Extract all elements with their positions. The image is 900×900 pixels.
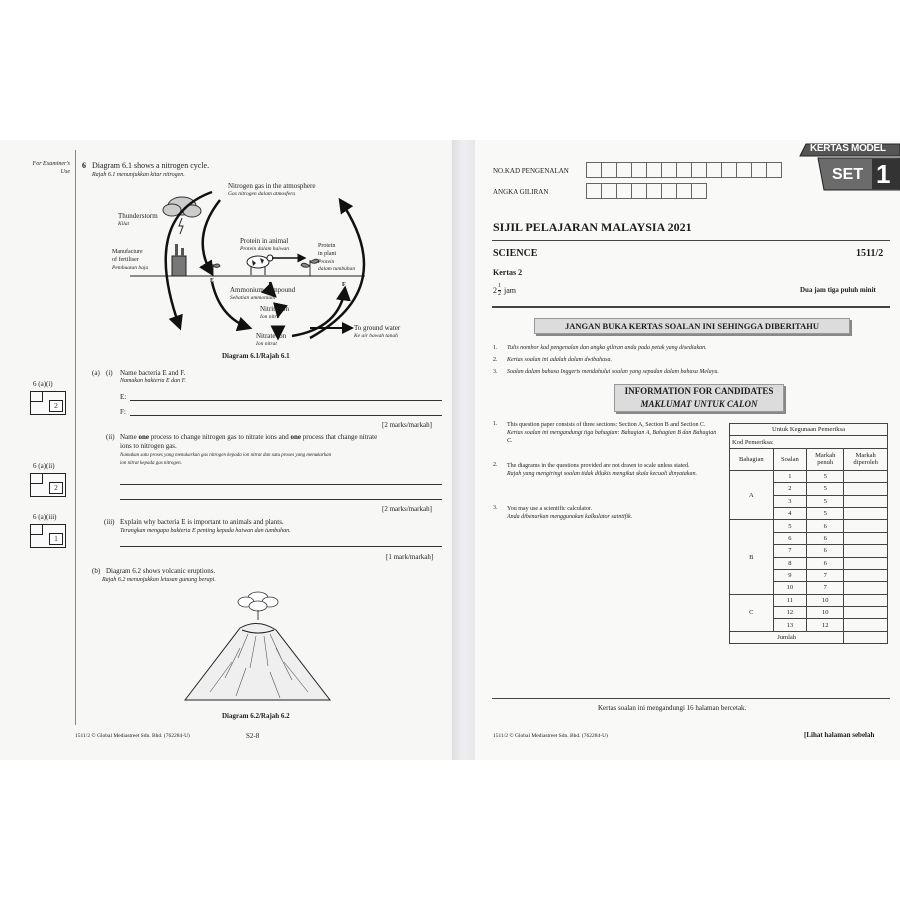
- nitrite-label: Nitrite ion: [260, 305, 289, 313]
- q-a-iii-label: (iii): [104, 518, 115, 526]
- candidate-number-boxes[interactable]: [586, 183, 706, 199]
- q-b-label: (b): [92, 567, 101, 575]
- cow-icon: [247, 255, 273, 275]
- q-b-text-ms: Rajah 6.2 menunjukkan letusan gunung berapi.: [102, 577, 216, 583]
- thunderstorm-label: Thunderstorm: [118, 212, 158, 220]
- q-a-ii-text-ms-2: ion nitrat kepada gas nitrogen.: [120, 461, 182, 466]
- info-text: The diagrams in the questions provided are not drawn to scale unless stated. Rajah yang mengiringi soalan tidak dilukis mengikut skala kecuali dinyatakan.: [507, 463, 697, 477]
- table-cell: 10: [807, 594, 844, 606]
- mark-box-6ai[interactable]: 2: [30, 391, 66, 415]
- exam-title: SIJIL PELAJARAN MALAYSIA 2021: [493, 220, 692, 234]
- ground-water-label: To ground water: [354, 324, 401, 332]
- candidate-info-banner: [614, 384, 784, 412]
- q-a-label: (a): [92, 369, 100, 377]
- nitrate-label-ms: Ion nitrat: [256, 341, 277, 347]
- candidate-info-title-ms: MAKLUMAT UNTUK CALON: [640, 399, 758, 409]
- protein-plant-label-2: in plant: [318, 251, 337, 257]
- question-number: 6: [82, 161, 86, 170]
- total-score-cell[interactable]: [844, 631, 888, 643]
- answer-a-iii-line[interactable]: [120, 546, 442, 547]
- answer-e-label: E:: [120, 393, 127, 401]
- side-label-6aii: 6 (a)(ii): [33, 462, 55, 470]
- pages-note: Kertas soalan ini mengandungi 16 halaman bercetak.: [598, 704, 747, 712]
- examiner-table: [729, 423, 888, 644]
- diagram-6-2-caption: Diagram 6.2/Rajah 6.2: [222, 712, 290, 720]
- protein-animal-label-ms: Protein dalam haiwan: [240, 246, 289, 252]
- instruction-text: Soalan dalam bahasa Inggeris mendahului soalan yang sepadan dalam bahasa Melayu.: [507, 369, 719, 375]
- plant-icon: [301, 259, 319, 276]
- q-a-iii-text-ms: Terangkan mengapa bakteria E penting kepada haiwan dan tumbuhan.: [120, 528, 291, 534]
- score-cell[interactable]: [844, 470, 888, 482]
- table-header: Bahagian: [730, 448, 774, 470]
- info-number: 2.: [493, 462, 498, 468]
- digit-box[interactable]: [646, 183, 662, 199]
- table-cell: 9: [773, 569, 807, 581]
- section-cell: B: [730, 520, 774, 594]
- score-cell[interactable]: [844, 507, 888, 519]
- score-cell[interactable]: [844, 569, 888, 581]
- total-label: Jumlah: [730, 631, 844, 643]
- protein-plant-label-1: Protein: [318, 243, 336, 249]
- footer-left-publisher: 1511/2 © Global Mediastreet Sdn. Bhd. (762284-U): [75, 733, 190, 739]
- instruction-number: 1.: [493, 345, 498, 351]
- table-cell: 4: [773, 507, 807, 519]
- thunderstorm-label-ms: Kilat: [118, 221, 130, 227]
- nitrogen-gas-label: Nitrogen gas in the atmosphere: [228, 182, 316, 190]
- info-number: 1.: [493, 421, 498, 427]
- digit-box[interactable]: [691, 162, 707, 178]
- table-cell: 2: [773, 483, 807, 495]
- table-cell: 6: [807, 532, 844, 544]
- table-cell: 5: [807, 483, 844, 495]
- table-cell: 11: [773, 594, 807, 606]
- table-examiner-code: Kod Pemeriksa:: [730, 436, 888, 448]
- q-a-ii-text-2: ions to nitrogen gas.: [120, 442, 177, 450]
- digit-box[interactable]: [601, 183, 617, 199]
- score-cell[interactable]: [844, 557, 888, 569]
- info-text: You may use a scientific calculator. Anda dibenarkan menggunakan kalkulator saintifik.: [507, 506, 633, 520]
- protein-animal-label: Protein in animal: [240, 237, 289, 245]
- section-cell: C: [730, 594, 774, 631]
- nitrite-label-ms: Ion nitrit: [260, 314, 280, 320]
- examiner-use-label: For Examiner's Use: [32, 161, 70, 175]
- score-cell[interactable]: [844, 607, 888, 619]
- table-cell: 7: [807, 582, 844, 594]
- do-not-open-banner: JANGAN BUKA KERTAS SOALAN INI SEHINGGA DIBERITAHU: [534, 318, 850, 334]
- bacteria-e-label: E: [210, 278, 215, 284]
- paper-code: 1511/2: [856, 248, 884, 259]
- score-cell[interactable]: [844, 532, 888, 544]
- digit-box[interactable]: [586, 183, 602, 199]
- ammonium-label-ms: Sebatian ammonium: [230, 295, 276, 301]
- q-a-i-text-ms: Namakan bakteria E dan F.: [120, 378, 187, 384]
- answer-f-label: F:: [120, 408, 126, 416]
- table-cell: 6: [807, 545, 844, 557]
- mark-box-6aii[interactable]: 2: [30, 473, 66, 497]
- table-cell: 5: [807, 495, 844, 507]
- digit-box[interactable]: [616, 183, 632, 199]
- score-cell[interactable]: [844, 582, 888, 594]
- side-label-6aiii: 6 (a)(iii): [33, 513, 57, 521]
- answer-e-line[interactable]: [130, 400, 442, 401]
- paper-number: Kertas 2: [493, 268, 523, 277]
- badge-top-text: KERTAS MODEL: [810, 143, 886, 154]
- badge-set-text: SET: [832, 166, 864, 183]
- table-header: Soalan: [773, 448, 807, 470]
- q-a-i-label: (i): [106, 369, 113, 377]
- footer-left-publisher: 1511/2 © Global Mediastreet Sdn. Bhd. (762284-U): [493, 733, 608, 739]
- digit-box[interactable]: [676, 162, 692, 178]
- fertiliser-label-2: of fertiliser: [112, 257, 139, 263]
- table-cell: 6: [773, 532, 807, 544]
- table-cell: 10: [773, 582, 807, 594]
- q-a-ii-text-ms-1: Namakan satu proses yang menukarkan gas nitrogen kepada ion nitrat dan satu proses yang menukarkan: [120, 453, 332, 458]
- score-cell[interactable]: [844, 495, 888, 507]
- q-b-text: Diagram 6.2 shows volcanic eruptions.: [106, 567, 216, 575]
- score-cell[interactable]: [844, 619, 888, 631]
- instruction-text: Kertas soalan ini adalah dalam dwibahasa.: [507, 357, 613, 363]
- digit-box[interactable]: [676, 183, 692, 199]
- digit-box[interactable]: [631, 162, 647, 178]
- table-cell: 7: [807, 569, 844, 581]
- table-cell: 13: [773, 619, 807, 631]
- factory-icon: [172, 244, 186, 276]
- divider: [492, 240, 890, 241]
- protein-plant-label-ms1: Protein: [318, 259, 335, 265]
- digit-box[interactable]: [766, 162, 782, 178]
- instruction-number: 2.: [493, 357, 498, 363]
- table-cell: 10: [807, 607, 844, 619]
- table-cell: 7: [773, 545, 807, 557]
- diagram-6-1-caption: Diagram 6.1/Rajah 6.1: [222, 352, 290, 360]
- info-text: This question paper consists of three sections: Section A, Section B and Section C. Kertas soalan ini mengandungi tiga bahagian: Bahagian A, Bahagian B dan Bahagian C.: [507, 422, 717, 444]
- table-cell: 5: [807, 507, 844, 519]
- duration: 2 1 2 jam: [493, 283, 516, 297]
- table-header: Markah penuh: [807, 448, 844, 470]
- table-cell: 3: [773, 495, 807, 507]
- candidate-info-title: INFORMATION FOR CANDIDATES: [624, 386, 774, 396]
- ground-water-label-ms: Ke air bawah tanah: [354, 333, 398, 339]
- answer-a-ii-line-2[interactable]: [120, 499, 442, 500]
- q-a-ii-label: (ii): [106, 433, 115, 441]
- table-cell: 12: [807, 619, 844, 631]
- side-label-6ai: 6 (a)(i): [33, 380, 53, 388]
- volcano-illustration: [180, 588, 340, 708]
- answer-a-ii-line-1[interactable]: [120, 484, 442, 485]
- subject-name: SCIENCE: [493, 248, 538, 259]
- table-cell: 1: [773, 470, 807, 482]
- marks-a-ii: [2 marks/markah]: [382, 505, 432, 513]
- table-cell: 6: [807, 520, 844, 532]
- protein-plant-label-ms2: dalam tumbuhan: [318, 266, 356, 272]
- score-cell[interactable]: [844, 594, 888, 606]
- digit-box[interactable]: [631, 183, 647, 199]
- digit-box[interactable]: [616, 162, 632, 178]
- footer-page-number: S2-8: [246, 732, 260, 740]
- bacteria-f-label: F: [342, 282, 346, 288]
- cloud-icon: [163, 197, 201, 234]
- q6-intro-ms: Rajah 6.1 menunjukkan kitar nitrogen.: [92, 172, 185, 178]
- margin-line: [75, 150, 76, 725]
- digit-box[interactable]: [601, 162, 617, 178]
- score-cell[interactable]: [844, 483, 888, 495]
- answer-f-line[interactable]: [130, 415, 442, 416]
- footer-next-page: [Lihat halaman sebelah: [804, 731, 875, 739]
- ammonium-label: Ammonium compound: [230, 286, 296, 294]
- instruction-text: Tulis nombor kad pengenalan dan angka giliran anda pada petak yang disediakan.: [507, 345, 707, 351]
- digit-box[interactable]: [721, 162, 737, 178]
- mark-box-6aiii[interactable]: 1: [30, 524, 66, 548]
- divider-thick: [492, 306, 890, 308]
- digit-box[interactable]: [646, 162, 662, 178]
- q-a-i-text: Name bacteria E and F.: [120, 369, 186, 377]
- arrow-fixation: [203, 200, 220, 274]
- digit-box[interactable]: [751, 162, 767, 178]
- ic-number-label: NO.KAD PENGENALAN: [493, 167, 569, 175]
- instruction-number: 3.: [493, 369, 498, 375]
- badge-set-number: 1: [876, 159, 891, 189]
- fertiliser-label-1: Manufacture: [112, 249, 143, 255]
- table-cell: 6: [807, 557, 844, 569]
- digit-box[interactable]: [706, 162, 722, 178]
- table-cell: 5: [773, 520, 807, 532]
- q-a-iii-text: Explain why bacteria E is important to animals and plants.: [120, 518, 284, 526]
- table-cell: 5: [807, 470, 844, 482]
- smoke-icon: [238, 592, 278, 611]
- digit-box[interactable]: [661, 162, 677, 178]
- q6-intro-en: Diagram 6.1 shows a nitrogen cycle.: [92, 161, 210, 170]
- digit-box[interactable]: [661, 183, 677, 199]
- nitrate-label: Nitrate ion: [256, 332, 287, 340]
- table-header: Markah diperoleh: [844, 448, 888, 470]
- nitrogen-gas-label-ms: Gas nitrogen dalam atmosfera: [228, 191, 296, 197]
- table-cell: 8: [773, 557, 807, 569]
- divider: [492, 698, 890, 699]
- score-cell[interactable]: [844, 520, 888, 532]
- marks-a-i: [2 marks/markah]: [382, 421, 432, 429]
- candidate-number-label: ANGKA GILIRAN: [493, 188, 549, 196]
- duration-words: Dua jam tiga puluh minit: [800, 286, 876, 294]
- ic-number-boxes[interactable]: [586, 162, 781, 178]
- q-a-ii-text: Name one process to change nitrogen gas to nitrate ions and one process that change nitrate: [120, 433, 378, 441]
- digit-box[interactable]: [736, 162, 752, 178]
- score-cell[interactable]: [844, 545, 888, 557]
- info-number: 3.: [493, 505, 498, 511]
- table-cell: 12: [773, 607, 807, 619]
- section-cell: A: [730, 470, 774, 520]
- marks-a-iii: [1 mark/markah]: [386, 553, 434, 561]
- table-title: Untuk Kegunaan Pemeriksa: [730, 424, 888, 436]
- fertiliser-label-ms: Pembuatan baja: [112, 265, 149, 271]
- digit-box[interactable]: [586, 162, 602, 178]
- digit-box[interactable]: [691, 183, 707, 199]
